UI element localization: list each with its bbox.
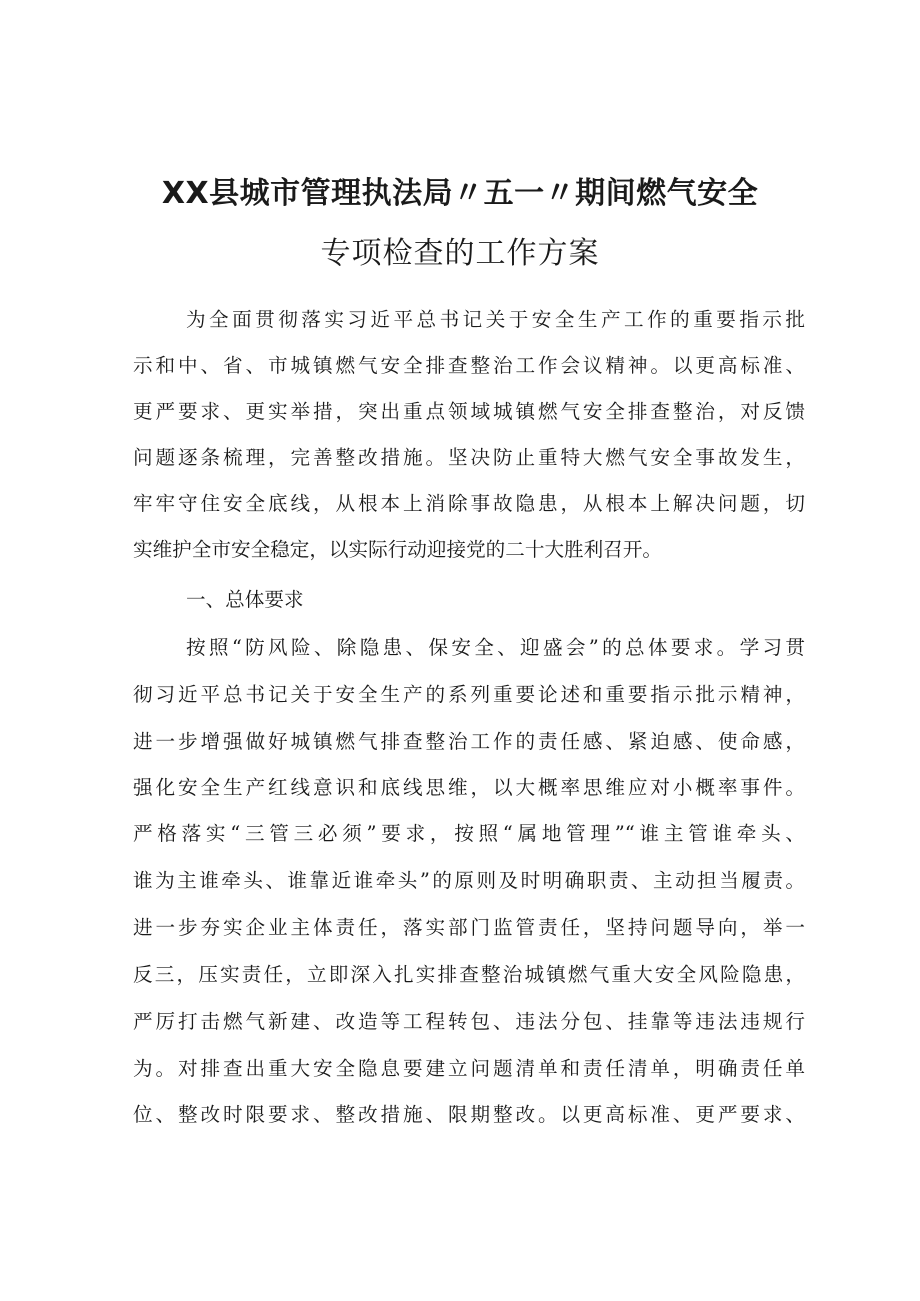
paragraph-2-line-1: 按照“防风险、除隐患、保安全、迎盛会”的总体要求。学习贯 bbox=[186, 636, 805, 659]
paragraph-1-line-3: 更严要求、更实举措，突出重点领域城镇燃气安全排查整治，对反馈 bbox=[133, 400, 805, 423]
document-title-line-2: 专项检查的工作方案 bbox=[320, 236, 600, 271]
paragraph-1-line-2: 示和中、省、市城镇燃气安全排查整治工作会议精神。以更高标准、 bbox=[133, 354, 805, 377]
section-1-heading: 一、总体要求 bbox=[186, 588, 304, 611]
paragraph-2-line-7: 进一步夯实企业主体责任，落实部门监管责任，坚持问题导向，举一 bbox=[133, 916, 805, 939]
paragraph-2-line-8: 反三，压实责任，立即深入扎实排查整治城镇燃气重大安全风险隐患， bbox=[133, 963, 805, 986]
paragraph-2-line-6: 谁为主谁牵头、谁靠近谁牵头”的原则及时明确职责、主动担当履责。 bbox=[133, 869, 805, 892]
document-title-line-1: XX县城市管理执法局〃五一〃期间燃气安全 bbox=[161, 176, 759, 211]
paragraph-1-line-1: 为全面贯彻落实习近平总书记关于安全生产工作的重要指示批 bbox=[186, 308, 805, 331]
paragraph-2-line-11: 位、整改时限要求、整改措施、限期整改。以更高标准、更严要求、 bbox=[133, 1103, 805, 1126]
paragraph-1-line-4: 问题逐条梳理，完善整改措施。坚决防止重特大燃气安全事故发生， bbox=[133, 446, 805, 469]
paragraph-2-line-5: 严格落实“三管三必须”要求，按照“属地管理”“谁主管谁牵头、 bbox=[133, 822, 805, 845]
paragraph-2-line-3: 进一步增强做好城镇燃气排查整治工作的责任感、紧迫感、使命感， bbox=[133, 730, 805, 753]
paragraph-2-line-9: 严厉打击燃气新建、改造等工程转包、违法分包、挂靠等违法违规行 bbox=[133, 1010, 805, 1033]
paragraph-2-line-4: 强化安全生产红线意识和底线思维，以大概率思维应对小概率事件。 bbox=[133, 776, 805, 799]
paragraph-1-line-5: 牢牢守住安全底线，从根本上消除事故隐患，从根本上解决问题，切 bbox=[133, 492, 805, 515]
paragraph-1-line-6: 实维护全市安全稳定，以实际行动迎接党的二十大胜利召开。 bbox=[133, 538, 663, 561]
paragraph-2-line-2: 彻习近平总书记关于安全生产的系列重要论述和重要指示批示精神， bbox=[133, 683, 805, 706]
paragraph-2-line-10: 为。对排查出重大安全隐息要建立问题清单和责任清单，明确责任单 bbox=[133, 1057, 805, 1080]
